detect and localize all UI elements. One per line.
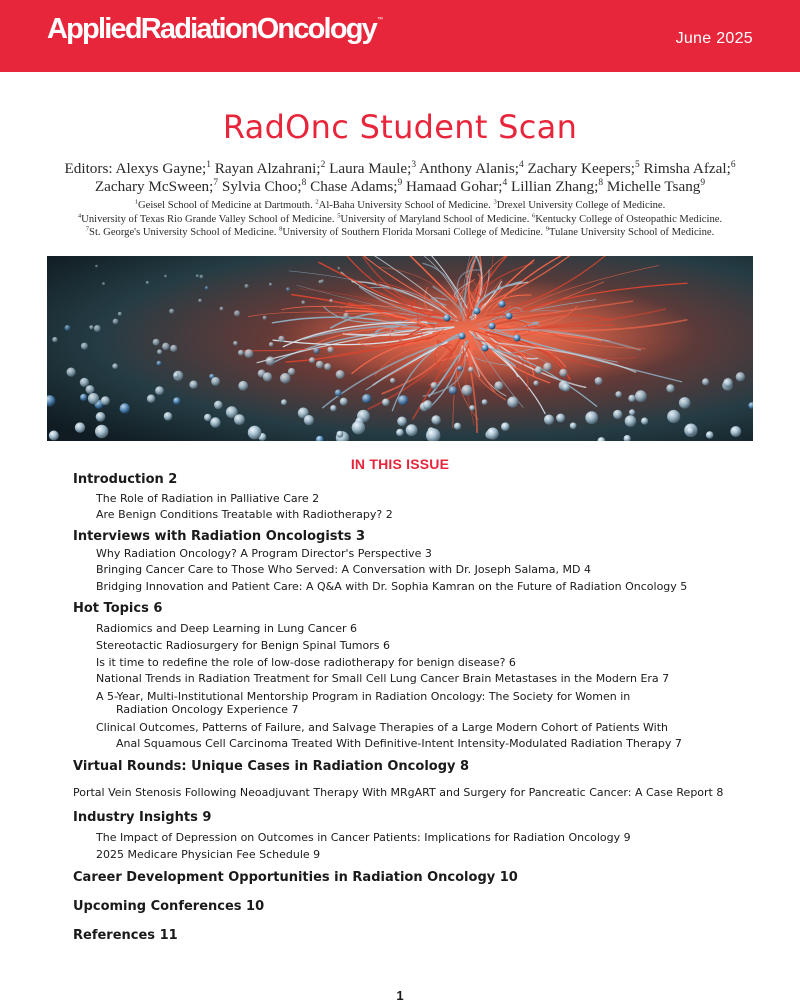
cellular-network-illustration	[47, 256, 753, 441]
toc-entry[interactable]: Is it time to redefine the role of low-dose radiotherapy for benign disease? 6	[96, 656, 516, 669]
editor-marker: 6	[730, 159, 736, 170]
toc-entry[interactable]: Bridging Innovation and Patient Care: A Q&A with Dr. Sophia Kamran on the Future of Radiation Oncology 5	[96, 580, 688, 593]
toc-section[interactable]: Interviews with Radiation Oncologists 3	[73, 529, 366, 544]
issue-date: June 2025	[675, 30, 753, 47]
toc-entry[interactable]: Bringing Cancer Care to Those Who Served: A Conversation with Dr. Joseph Salama, MD 4	[96, 563, 591, 576]
affiliation-name: University of Texas Rio Grande Valley School of Medicine.	[81, 213, 338, 225]
affiliation-name: St. George's University School of Medicine.	[89, 227, 280, 238]
editor-name: Zachary McSween;	[94, 178, 214, 195]
editor-marker: 8	[301, 177, 307, 188]
editor-name: Rayan Alzahrani;	[210, 160, 321, 177]
toc-section[interactable]: References 11	[73, 928, 178, 943]
toc-section[interactable]: Career Development Opportunities in Radiation Oncology 10	[73, 870, 518, 885]
affiliation-name: University of Southern Florida Morsani College of Medicine.	[282, 227, 546, 238]
affiliation-name: Tulane University School of Medicine.	[548, 227, 715, 238]
page-title: RadOnc Student Scan	[222, 108, 578, 146]
editor-marker: 9	[397, 177, 403, 188]
editor-name: Sylvia Choo;	[218, 178, 302, 195]
editor-marker: 3	[411, 159, 417, 170]
page-number: 1	[396, 988, 404, 1003]
editor-marker: 9	[700, 177, 706, 188]
affiliation-marker: 2	[315, 198, 319, 206]
editor-marker: 7	[213, 177, 219, 188]
toc-section[interactable]: Upcoming Conferences 10	[73, 899, 265, 914]
affiliations	[20, 199, 780, 240]
editor-name: Lillian Zhang;	[507, 178, 599, 195]
editor-marker: 8	[598, 177, 604, 188]
editors-line	[40, 178, 760, 196]
editor-name: Hamaad Gohar;	[402, 178, 503, 195]
journal-logo[interactable]: AppliedRadiationOncology™	[47, 13, 383, 45]
editor-name: Editors: Alexys Gayne;	[64, 160, 207, 177]
editor-marker: 4	[518, 159, 524, 170]
editor-marker: 4	[502, 177, 508, 188]
toc-section[interactable]: Introduction 2	[73, 472, 178, 487]
editor-name: Rimsha Afzal;	[639, 160, 731, 177]
editor-marker: 5	[634, 159, 640, 170]
toc-entry[interactable]: 2025 Medicare Physician Fee Schedule 9	[96, 848, 321, 861]
editor-marker: 2	[320, 159, 326, 170]
editor-name: Chase Adams;	[306, 178, 398, 195]
affiliation-line	[20, 226, 780, 240]
affiliation-name: Drexel University College of Medicine.	[496, 200, 666, 211]
affiliation-marker: 4	[77, 211, 82, 219]
toc-section[interactable]: Hot Topics 6	[73, 601, 163, 616]
toc-entry[interactable]: The Role of Radiation in Palliative Care 2	[96, 492, 320, 505]
affiliation-marker: 5	[337, 211, 341, 219]
affiliation-marker: 1	[134, 198, 138, 206]
toc-entry[interactable]: Radiation Oncology Experience 7	[116, 703, 299, 716]
affiliation-line	[20, 213, 780, 227]
header-bar	[0, 0, 800, 72]
affiliation-name: Kentucky College of Osteopathic Medicine.	[535, 213, 723, 225]
cover-image	[47, 256, 753, 441]
toc-entry[interactable]: Clinical Outcomes, Patterns of Failure, and Salvage Therapies of a Large Modern Cohort of Patients With	[96, 721, 668, 734]
affiliation-marker: 9	[545, 225, 549, 233]
editor-name: Zachary Keepers;	[523, 160, 635, 177]
toc-section[interactable]: Industry Insights 9	[73, 810, 212, 825]
affiliation-line	[20, 199, 780, 213]
affiliation-marker: 8	[279, 225, 283, 233]
affiliation-marker: 7	[85, 225, 90, 233]
toc-entry[interactable]: The Impact of Depression on Outcomes in Cancer Patients: Implications for Radiation Oncology 9	[96, 831, 631, 844]
editors-list	[40, 160, 760, 196]
toc-entry[interactable]: Are Benign Conditions Treatable with Radiotherapy? 2	[96, 508, 393, 521]
affiliation-marker: 3	[493, 198, 497, 206]
toc-heading: IN THIS ISSUE	[350, 456, 450, 472]
affiliation-marker: 6	[532, 211, 536, 219]
editor-marker: 1	[206, 159, 211, 170]
toc-entry[interactable]: Portal Vein Stenosis Following Neoadjuvant Therapy With MRgART and Surgery for Pancreatic Cancer: A Case Report 8	[73, 786, 724, 799]
affiliation-name: Al-Baha University School of Medicine.	[318, 200, 494, 211]
editors-line	[40, 160, 760, 178]
editor-name: Anthony Alanis;	[416, 160, 519, 177]
toc-entry[interactable]: National Trends in Radiation Treatment for Small Cell Lung Cancer Brain Metastases in the Modern Era 7	[96, 672, 670, 685]
toc-section[interactable]: Virtual Rounds: Unique Cases in Radiation Oncology 8	[73, 759, 470, 774]
editor-name: Laura Maule;	[325, 160, 412, 177]
editor-name: Michelle Tsang	[603, 178, 701, 195]
toc-entry[interactable]: Anal Squamous Cell Carcinoma Treated With Definitive-Intent Intensity-Modulated Radiation Therapy 7	[116, 737, 682, 750]
affiliation-name: Geisel School of Medicine at Dartmouth.	[137, 200, 316, 211]
toc-entry[interactable]: Stereotactic Radiosurgery for Benign Spinal Tumors 6	[96, 639, 390, 652]
toc-entry[interactable]: Why Radiation Oncology? A Program Director's Perspective 3	[96, 547, 432, 560]
toc-entry[interactable]: Radiomics and Deep Learning in Lung Cancer 6	[96, 622, 357, 635]
toc-entry[interactable]: A 5-Year, Multi-Institutional Mentorship Program in Radiation Oncology: The Society for Women in	[96, 690, 631, 703]
affiliation-name: University of Maryland School of Medicine.	[340, 213, 532, 225]
